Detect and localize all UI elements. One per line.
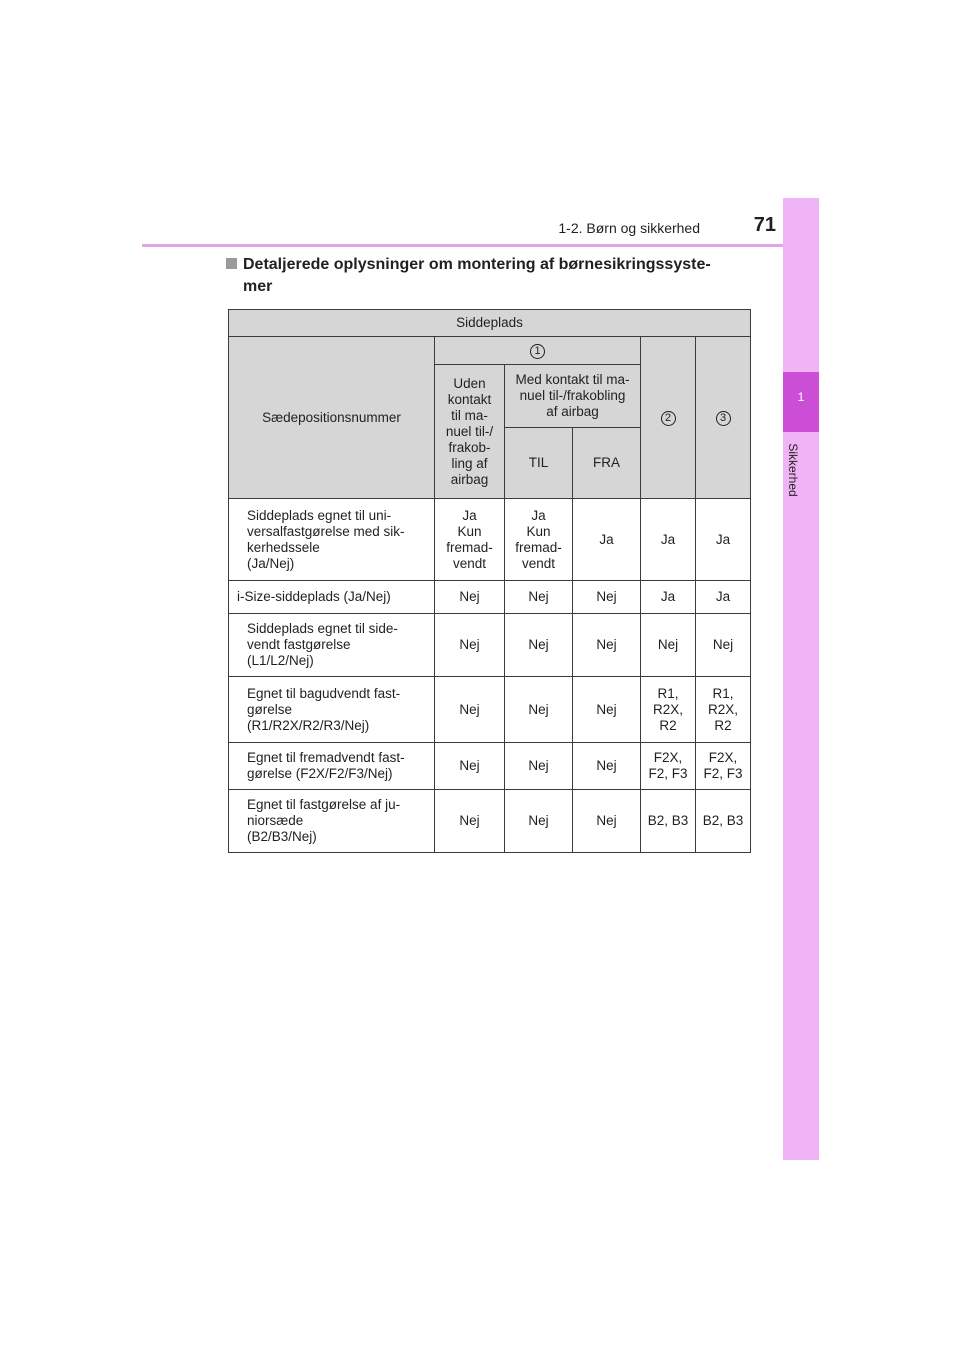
row-label: Siddeplads egnet til side- vendt fastgørelse (L1/L2/Nej) bbox=[229, 614, 435, 677]
table-cell: R1, R2X, R2 bbox=[641, 677, 696, 743]
table-cell: Nej bbox=[435, 790, 505, 853]
seat-number-2-header bbox=[641, 337, 696, 499]
section-bullet-icon bbox=[226, 258, 237, 269]
table-cell: Nej bbox=[435, 614, 505, 677]
seat-number-2: 2 bbox=[661, 411, 676, 426]
airbag-switch-header: Med kontakt til ma- nuel til-/frakobling af airbag bbox=[505, 365, 641, 428]
table-cell: Nej bbox=[573, 581, 641, 614]
no-airbag-switch-header: Uden kontakt til ma- nuel til-/ frakob- ling af airbag bbox=[435, 365, 505, 499]
row-label: Egnet til fremadvendt fast- gørelse (F2X/F2/F3/Nej) bbox=[229, 743, 435, 790]
table-cell: Nej bbox=[505, 743, 573, 790]
seat-number-1: 1 bbox=[530, 344, 545, 359]
table-row bbox=[229, 581, 751, 614]
section-title: 1-2. Børn og sikkerhed bbox=[558, 220, 700, 236]
row-label: Egnet til fastgørelse af ju- niorsæde (B2/B3/Nej) bbox=[229, 790, 435, 853]
table-cell: Nej bbox=[573, 614, 641, 677]
table-top-header: Siddeplads bbox=[229, 310, 751, 337]
table-cell: Ja Kun fremad- vendt bbox=[505, 499, 573, 581]
table-cell: Nej bbox=[505, 614, 573, 677]
table-cell: Nej bbox=[505, 677, 573, 743]
seat-table bbox=[228, 309, 751, 853]
table-row bbox=[229, 614, 751, 677]
table-cell: Nej bbox=[573, 790, 641, 853]
table-row bbox=[229, 790, 751, 853]
section-heading bbox=[243, 254, 751, 298]
table-cell: Nej bbox=[435, 581, 505, 614]
table-cell: Ja bbox=[641, 581, 696, 614]
chapter-label: Sikkerhed bbox=[786, 443, 800, 497]
table-cell: Ja bbox=[696, 499, 751, 581]
table-cell: Ja bbox=[573, 499, 641, 581]
section-heading-line-2: mer bbox=[243, 278, 273, 295]
table-cell: B2, B3 bbox=[641, 790, 696, 853]
section-heading-line-1: Detaljerede oplysninger om montering af børnesikringssyste- bbox=[243, 256, 711, 273]
table-cell: F2X, F2, F3 bbox=[641, 743, 696, 790]
airbag-off-header: FRA bbox=[573, 428, 641, 499]
table-cell: Nej bbox=[435, 677, 505, 743]
row-label: i-Size-siddeplads (Ja/Nej) bbox=[229, 581, 435, 614]
seat-number-3-header bbox=[696, 337, 751, 499]
table-cell: Nej bbox=[641, 614, 696, 677]
table-cell: Ja bbox=[641, 499, 696, 581]
table-cell: Nej bbox=[696, 614, 751, 677]
seat-position-header: Sædepositionsnummer bbox=[229, 337, 435, 499]
side-tab bbox=[783, 198, 819, 1160]
header-rule bbox=[142, 244, 818, 247]
table-cell: B2, B3 bbox=[696, 790, 751, 853]
table-cell: R1, R2X, R2 bbox=[696, 677, 751, 743]
seat-number-3: 3 bbox=[716, 411, 731, 426]
table-cell: Nej bbox=[505, 581, 573, 614]
seat-number-1-header bbox=[435, 337, 641, 365]
table-cell: Nej bbox=[435, 743, 505, 790]
table-cell: Nej bbox=[573, 743, 641, 790]
table-row bbox=[229, 499, 751, 581]
table-cell: Ja bbox=[696, 581, 751, 614]
table-cell: Ja Kun fremad- vendt bbox=[435, 499, 505, 581]
table-cell: Nej bbox=[505, 790, 573, 853]
page-number: 71 bbox=[753, 214, 776, 236]
row-label: Siddeplads egnet til uni- versalfastgørelse med sik- kerhedssele (Ja/Nej) bbox=[229, 499, 435, 581]
row-label: Egnet til bagudvendt fast- gørelse (R1/R2X/R2/R3/Nej) bbox=[229, 677, 435, 743]
table-cell: Nej bbox=[573, 677, 641, 743]
table-row bbox=[229, 743, 751, 790]
table-cell: F2X, F2, F3 bbox=[696, 743, 751, 790]
chapter-marker: 1 bbox=[783, 372, 819, 432]
table-row bbox=[229, 677, 751, 743]
airbag-on-header: TIL bbox=[505, 428, 573, 499]
